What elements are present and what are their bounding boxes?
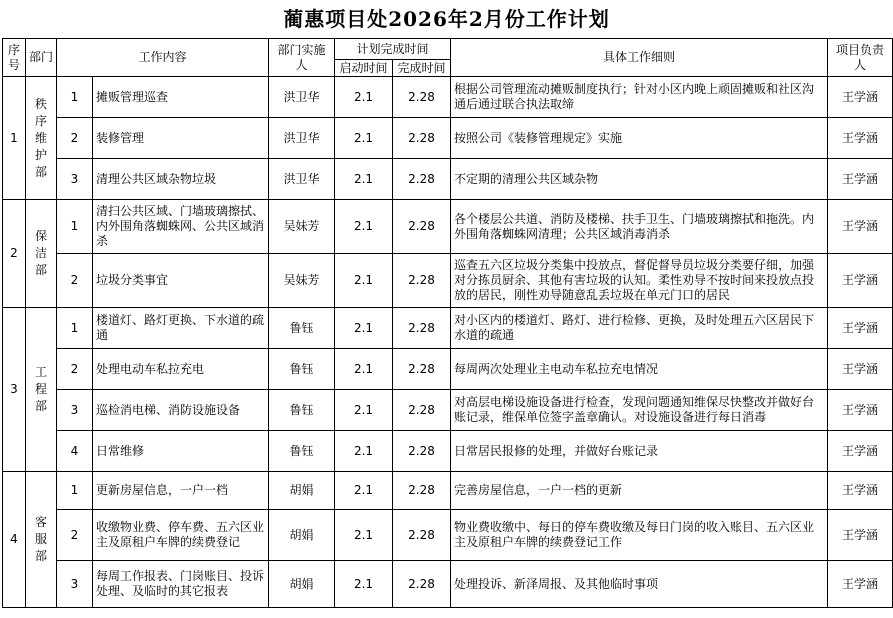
row-start: 2.1 bbox=[335, 561, 393, 608]
row-implementer: 洪卫华 bbox=[269, 77, 335, 118]
row-content: 摊贩管理巡查 bbox=[93, 77, 269, 118]
row-start: 2.1 bbox=[335, 118, 393, 159]
header-seq: 序号 bbox=[3, 39, 26, 77]
row-manager: 王学涵 bbox=[828, 254, 893, 308]
row-detail: 巡查五六区垃圾分类集中投放点，督促督导员垃圾分类要仔细，加强对分拣员厨余、其他有害垃圾的认知。柔性劝导不按时间来投放点投放的居民，刚性劝导随意乱丢垃圾在单元门口的居民 bbox=[451, 254, 828, 308]
table-row bbox=[3, 118, 893, 159]
row-start: 2.1 bbox=[335, 254, 393, 308]
row-manager: 王学涵 bbox=[828, 431, 893, 472]
row-no: 2 bbox=[57, 118, 93, 159]
table-row bbox=[3, 254, 893, 308]
row-implementer: 洪卫华 bbox=[269, 159, 335, 200]
row-detail: 对小区内的楼道灯、路灯、进行检修、更换，及时处理五六区居民下水道的疏通 bbox=[451, 308, 828, 349]
group-dept: 客服部 bbox=[26, 472, 57, 608]
row-content: 装修管理 bbox=[93, 118, 269, 159]
row-detail: 日常居民报修的处理，并做好台账记录 bbox=[451, 431, 828, 472]
table-row bbox=[3, 510, 893, 561]
table-row bbox=[3, 472, 893, 510]
table-row bbox=[3, 200, 893, 254]
row-content: 楼道灯、路灯更换、下水道的疏通 bbox=[93, 308, 269, 349]
row-implementer: 胡娟 bbox=[269, 472, 335, 510]
row-manager: 王学涵 bbox=[828, 200, 893, 254]
row-end: 2.28 bbox=[393, 159, 451, 200]
row-implementer: 胡娟 bbox=[269, 561, 335, 608]
row-start: 2.1 bbox=[335, 200, 393, 254]
row-content: 清理公共区域杂物垃圾 bbox=[93, 159, 269, 200]
header-detail: 具体工作细则 bbox=[451, 39, 828, 77]
row-start: 2.1 bbox=[335, 77, 393, 118]
row-detail: 不定期的清理公共区域杂物 bbox=[451, 159, 828, 200]
row-content: 巡检消电梯、消防设施设备 bbox=[93, 390, 269, 431]
row-content: 日常维修 bbox=[93, 431, 269, 472]
row-manager: 王学涵 bbox=[828, 77, 893, 118]
table-row bbox=[3, 308, 893, 349]
header-start: 启动时间 bbox=[335, 60, 393, 77]
row-no: 1 bbox=[57, 308, 93, 349]
row-no: 3 bbox=[57, 390, 93, 431]
row-implementer: 胡娟 bbox=[269, 510, 335, 561]
page-title: 蔺惠项目处2026年2月份工作计划 bbox=[283, 7, 610, 31]
row-content: 垃圾分类事宜 bbox=[93, 254, 269, 308]
row-end: 2.28 bbox=[393, 77, 451, 118]
row-start: 2.1 bbox=[335, 349, 393, 390]
row-end: 2.28 bbox=[393, 431, 451, 472]
row-no: 2 bbox=[57, 349, 93, 390]
row-no: 3 bbox=[57, 561, 93, 608]
row-manager: 王学涵 bbox=[828, 472, 893, 510]
table-row bbox=[3, 390, 893, 431]
row-start: 2.1 bbox=[335, 431, 393, 472]
row-manager: 王学涵 bbox=[828, 510, 893, 561]
row-detail: 按照公司《装修管理规定》实施 bbox=[451, 118, 828, 159]
row-content: 更新房屋信息，一户一档 bbox=[93, 472, 269, 510]
row-end: 2.28 bbox=[393, 200, 451, 254]
table-row bbox=[3, 349, 893, 390]
row-start: 2.1 bbox=[335, 472, 393, 510]
table-row bbox=[3, 77, 893, 118]
group-seq: 1 bbox=[3, 77, 26, 200]
row-start: 2.1 bbox=[335, 390, 393, 431]
table-row bbox=[3, 159, 893, 200]
row-no: 3 bbox=[57, 159, 93, 200]
row-implementer: 鲁钰 bbox=[269, 349, 335, 390]
table-row bbox=[3, 561, 893, 608]
header-plan-time: 计划完成时间 bbox=[335, 39, 451, 60]
row-detail: 每周两次处理业主电动车私拉充电情况 bbox=[451, 349, 828, 390]
row-no: 1 bbox=[57, 77, 93, 118]
row-end: 2.28 bbox=[393, 308, 451, 349]
work-plan-table bbox=[2, 38, 893, 608]
row-no: 2 bbox=[57, 254, 93, 308]
row-start: 2.1 bbox=[335, 159, 393, 200]
row-no: 1 bbox=[57, 200, 93, 254]
group-dept: 秩序维护部 bbox=[26, 77, 57, 200]
row-detail: 物业费收缴中、每日的停车费收缴及每日门岗的收入账目、五六区业主及原租户车牌的续费登记工作 bbox=[451, 510, 828, 561]
row-implementer: 鲁钰 bbox=[269, 308, 335, 349]
row-implementer: 鲁钰 bbox=[269, 390, 335, 431]
row-content: 收缴物业费、停车费、五六区业主及原租户车牌的续费登记 bbox=[93, 510, 269, 561]
row-content: 清扫公共区域、门墙玻璃擦拭、内外围角落蜘蛛网、公共区域消杀 bbox=[93, 200, 269, 254]
row-end: 2.28 bbox=[393, 254, 451, 308]
row-content: 每周工作报表、门岗账目、投诉处理、及临时的其它报表 bbox=[93, 561, 269, 608]
row-end: 2.28 bbox=[393, 472, 451, 510]
header-content: 工作内容 bbox=[57, 39, 269, 77]
header-manager: 项目负责人 bbox=[828, 39, 893, 77]
header-end: 完成时间 bbox=[393, 60, 451, 77]
row-start: 2.1 bbox=[335, 510, 393, 561]
row-manager: 王学涵 bbox=[828, 561, 893, 608]
row-manager: 王学涵 bbox=[828, 308, 893, 349]
row-no: 4 bbox=[57, 431, 93, 472]
header-dept: 部门 bbox=[26, 39, 57, 77]
row-end: 2.28 bbox=[393, 349, 451, 390]
row-detail: 各个楼层公共道、消防及楼梯、扶手卫生、门墙玻璃擦拭和拖洗。内外围角落蜘蛛网清理；公共区域消毒消杀 bbox=[451, 200, 828, 254]
group-seq: 4 bbox=[3, 472, 26, 608]
row-implementer: 吴妹芳 bbox=[269, 254, 335, 308]
row-detail: 对高层电梯设施设备进行检查，发现问题通知维保尽快整改并做好台账记录，维保单位签字盖章确认。对设施设备进行每日消毒 bbox=[451, 390, 828, 431]
group-seq: 2 bbox=[3, 200, 26, 308]
row-end: 2.28 bbox=[393, 561, 451, 608]
row-detail: 完善房屋信息，一户一档的更新 bbox=[451, 472, 828, 510]
header-implementer: 部门实施人 bbox=[269, 39, 335, 77]
row-end: 2.28 bbox=[393, 390, 451, 431]
row-end: 2.28 bbox=[393, 510, 451, 561]
group-dept: 工程部 bbox=[26, 308, 57, 472]
row-implementer: 鲁钰 bbox=[269, 431, 335, 472]
group-seq: 3 bbox=[3, 308, 26, 472]
row-no: 1 bbox=[57, 472, 93, 510]
row-end: 2.28 bbox=[393, 118, 451, 159]
row-implementer: 吴妹芳 bbox=[269, 200, 335, 254]
row-manager: 王学涵 bbox=[828, 390, 893, 431]
row-manager: 王学涵 bbox=[828, 159, 893, 200]
row-start: 2.1 bbox=[335, 308, 393, 349]
row-detail: 处理投诉、新泽周报、及其他临时事项 bbox=[451, 561, 828, 608]
group-dept: 保洁部 bbox=[26, 200, 57, 308]
row-manager: 王学涵 bbox=[828, 349, 893, 390]
row-implementer: 洪卫华 bbox=[269, 118, 335, 159]
row-content: 处理电动车私拉充电 bbox=[93, 349, 269, 390]
row-manager: 王学涵 bbox=[828, 118, 893, 159]
row-no: 2 bbox=[57, 510, 93, 561]
row-detail: 根据公司管理流动摊贩制度执行；针对小区内晚上顽固摊贩和社区沟通后通过联合执法取缔 bbox=[451, 77, 828, 118]
table-row bbox=[3, 431, 893, 472]
